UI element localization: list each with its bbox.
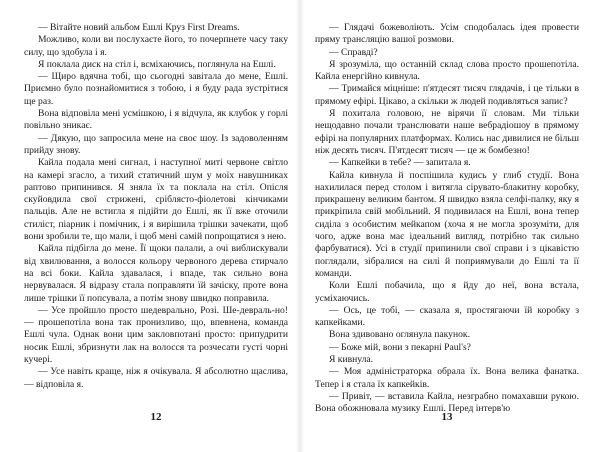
paragraph: Коли Ешлі побачила, що я йду до неї, вона встала, усміхаючись. (315, 280, 579, 304)
paragraph: Можливо, коли ви послухаєте його, то почерпнете часу таку силу, що здобула і я. (24, 34, 288, 58)
paragraph: Я поклала диск на стіл і, всміхаючись, поглянула на Ешлі. (38, 58, 276, 70)
paragraph: — Капкейки в тебе? — запитала я. (329, 157, 471, 169)
paragraph: Вона відповіла мені усмішкою, і я відчула, як клубок у горлі повільно зникає. (24, 108, 288, 132)
paragraph: — Ось, це тобі, — сказала я, простягаючи їй коробку з капкейками. (315, 304, 579, 329)
page-number-right: 13 (441, 411, 453, 423)
paragraph: — Моя адміністраторка обрала їх. Вона велика фанатка. Тепер і я стала їх капкейків. (315, 366, 579, 390)
paragraph: Вона здивовано оглянула пакунок. (329, 329, 470, 341)
paragraph: — Тримайся міцніше: п'ятдесят тисяч глядачів, і це тільки в прямому ефірі. Цікаво, а скільки ж людей подивляться запис? (315, 83, 579, 107)
paragraph: — Щиро вдячна тобі, що сьогодні завітала до мене, Ешлі. Приємно було познайомитися з тобою, і я буду рада зустрітися ще раз. (24, 71, 288, 107)
paragraph: Я кивнула. (329, 354, 374, 366)
right-page (315, 22, 579, 415)
paragraph: — Справді? (329, 46, 378, 58)
paragraph: Я похитала головою, не вірячи її словам. Ми тільки нещодавно почали транслювати наше вебрадіошоу в прямому ефірі на популярних платформах. Колись нас дивилися не більш ніж десять тисяч. П'ятдесят тисяч — це ж бомбезно! (315, 108, 579, 156)
paragraph: — Глядачі божеволіють. Усім сподобалась ідея провести пряму трансляцію вашої розмови. (315, 22, 579, 46)
paragraph: Кайла подала мені сигнал, і наступної миті червоне світло на камері згасло, а тихий статичний шум у моїх навушниках раптово припинився. Я зняла їх та поклала на стіл. Опісля скуйовдила свої стрижені, сріблясто-фіолетові кінчиками пальців. Але не встигла я підійти до Ешлі, як її вже оточили стиліст, піарник і помічник, і я вирішила трішки зачекати, щоб вони зробили те, що мали, і щоб мені самій попрощатися з нею. (24, 157, 288, 243)
paragraph: Кайла кивнула й поспішила кудись у глиб студії. Вона нахилилася перед столом і витягла сірувато-блакитну коробку, прикрашену великим бантом. Я швидко взяла селфі-палку, яку я прикріпила свій мобільний. Я подивилася на Ешлі, вона тепер сиділа з особистим мейкапом (хоча я не могла зрозуміти, для чого, адже вона має ідеальний вигляд, потрібно так сильно фарбуватися). Усі в студії припинили свої справи і з цікавістю поглядали, зібралися на силі й поприямували до Ешлі та її команди. (315, 169, 579, 279)
paragraph: — Усе пройшло просто шедеврально, Розі. Ше-девраль-но! — прошепотіла вона так пронизливо, що, впевнена, команда Ешлі чула. Однак вони цим закловпотані просто: припудрити носик Ешлі, збризнути лак на волосся та розчесати густі чорні кучері. (24, 304, 288, 366)
paragraph: Я зрозуміла, що останній склад слова просто прошепотіла. Кайла енергійно кивнула. (315, 58, 579, 83)
left-page (24, 22, 288, 402)
paragraph: Кайла підбігла до мене. Її щоки палали, а очі виблискували від хвилювання, а волосся кольору червоного дерева стирчало на всі боки. Кайла здавалася, і впаде, так сильно вона нервувалася. Я відразу стала поправляти їй зачіску, проте вона лише трішки її попсувала, а потім знову швидко поправила. (24, 243, 288, 304)
paragraph: — Боже мій, вони з пекарні Paul's? (329, 341, 471, 353)
page-number-left: 12 (150, 411, 162, 423)
paragraph: — Привіт, — вставила Кайла, незграбно помахавши рукою. Вона обожнювала музику Ешлі. Перед інтерв'ю (315, 390, 579, 415)
book-gutter (296, 0, 304, 452)
paragraph: — Дякую, що запросила мене на своє шоу. Із задоволенням прийду знову. (24, 132, 288, 156)
paragraph: — Усе навіть краще, ніж я очікувала. Я абсолютно щаслива, — відповіла я. (24, 366, 288, 390)
paragraph: — Вітайте новий альбом Ешлі Круз First Dreams. (38, 22, 240, 33)
